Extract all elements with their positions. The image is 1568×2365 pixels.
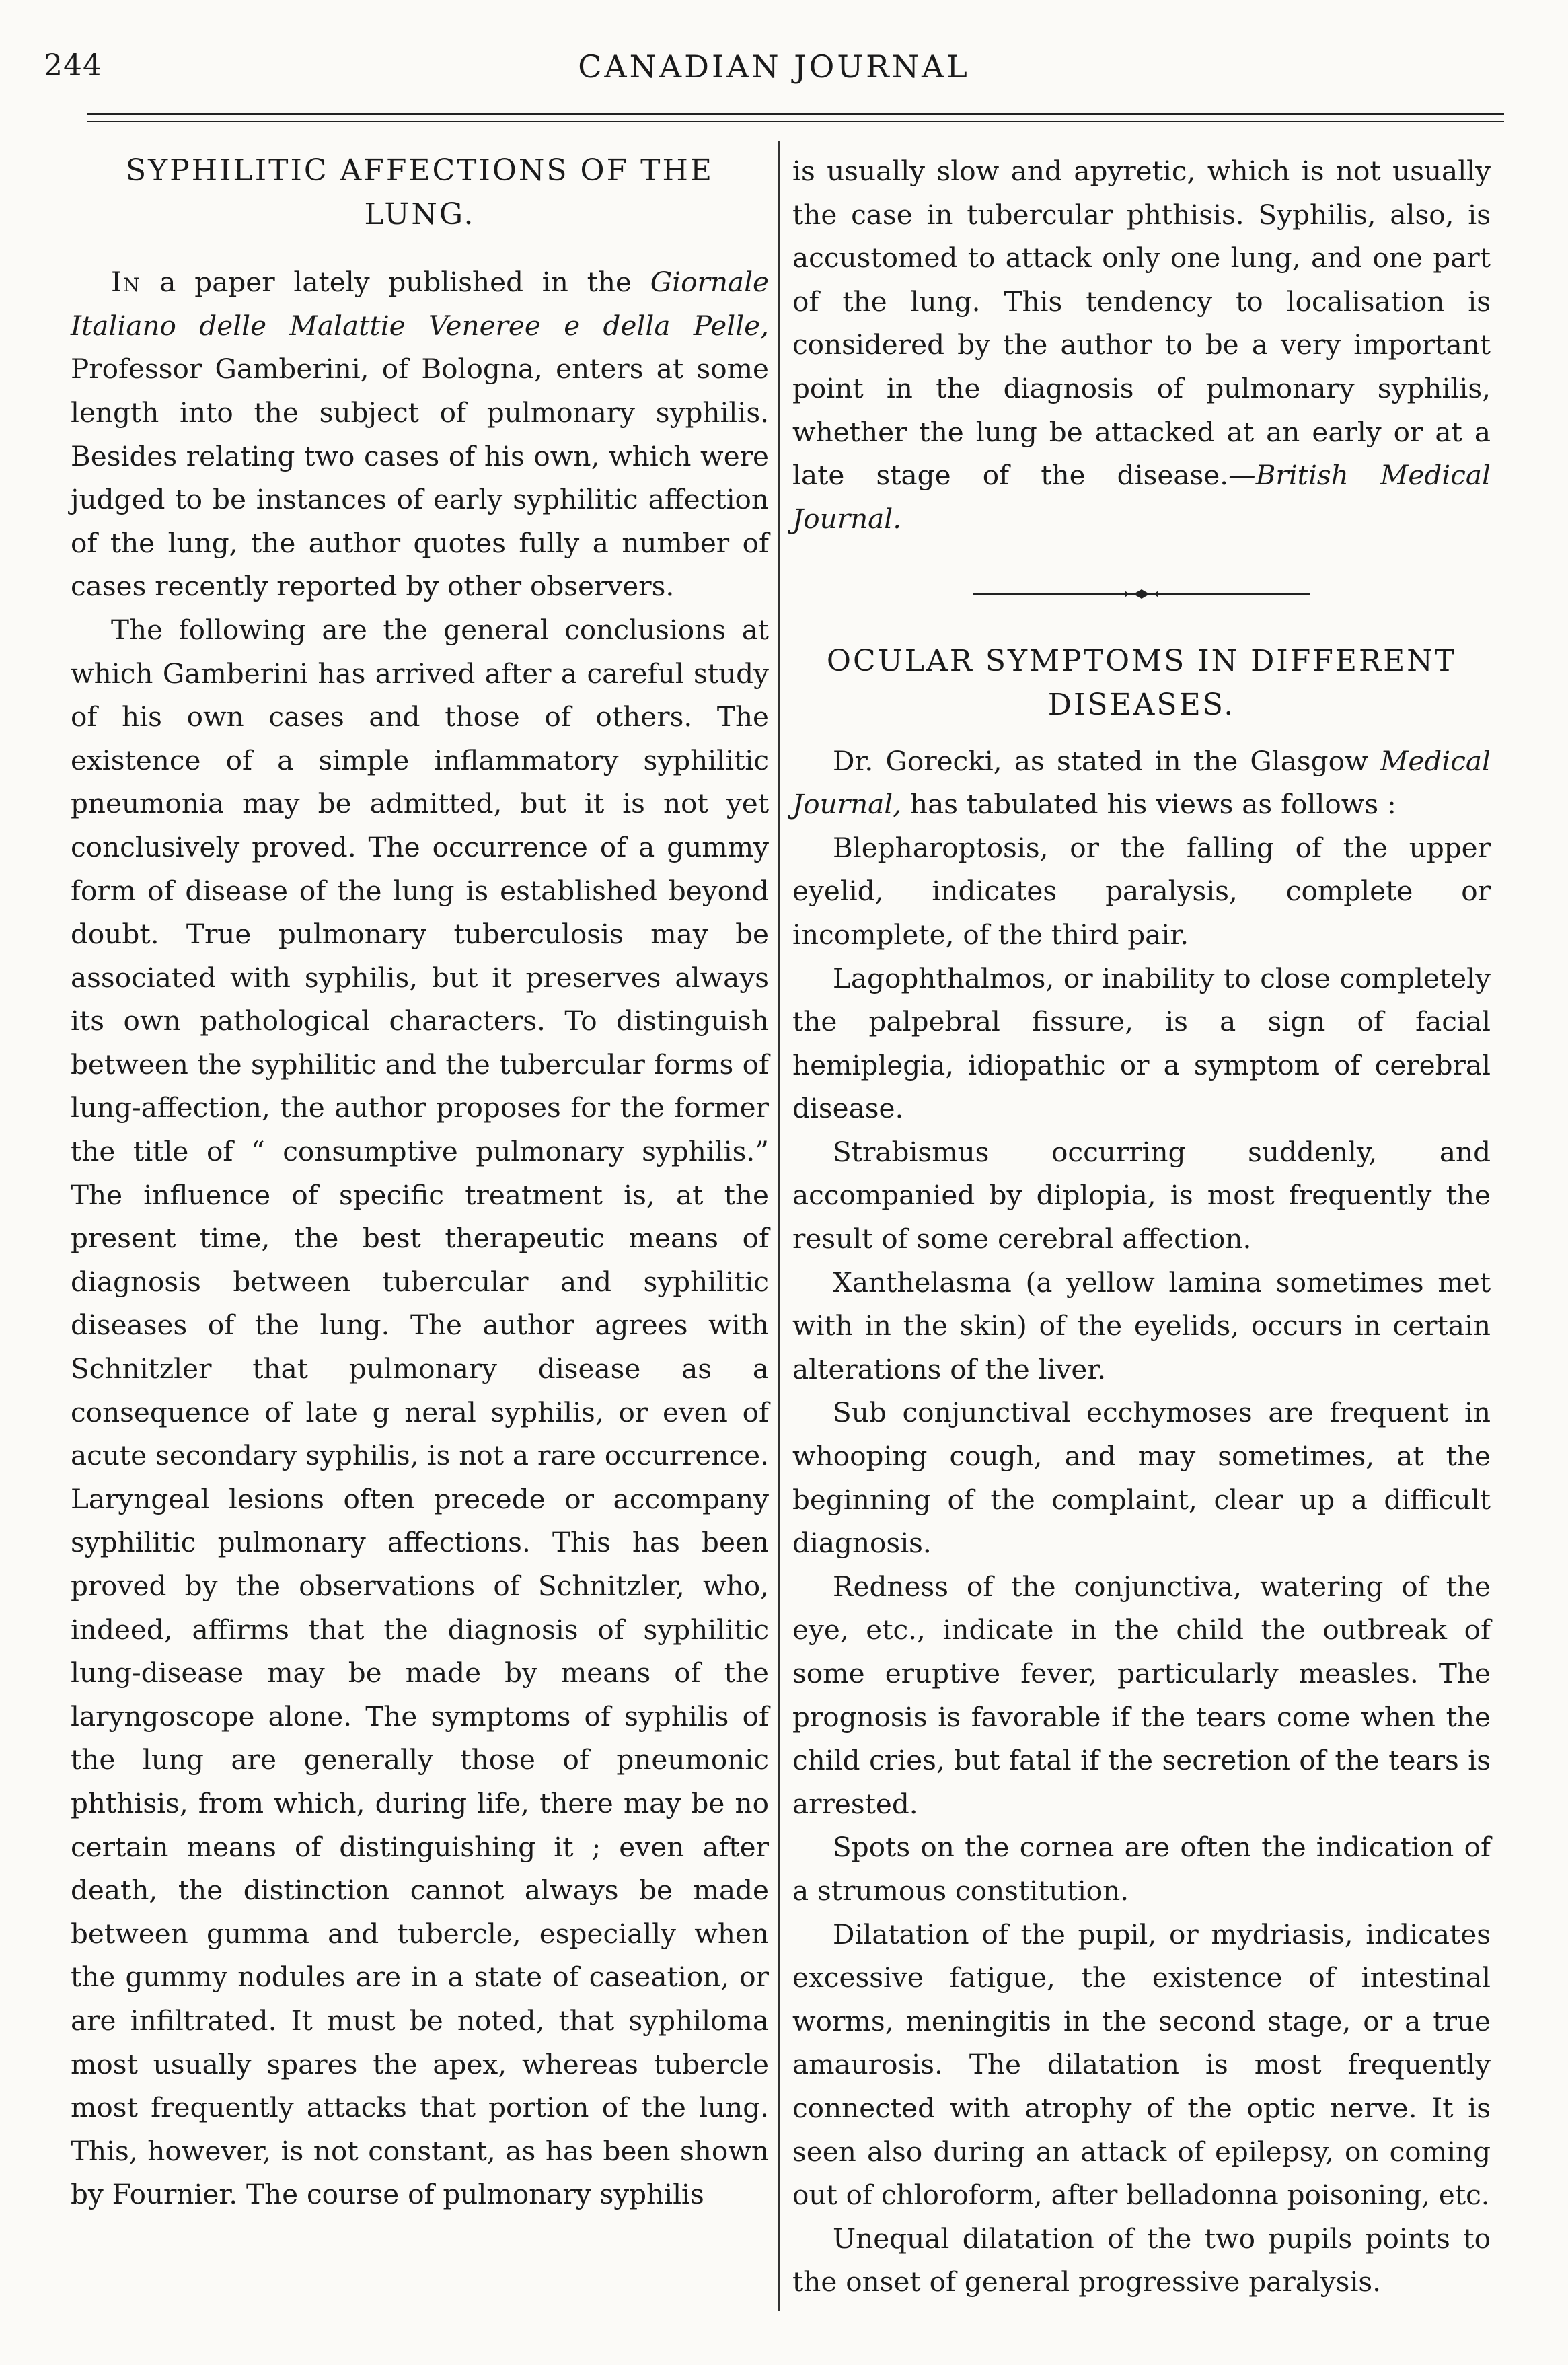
article2-paragraph: Sub conjunctival ecchymoses are frequent in whooping cough, and may sometimes, at the beginning of the complaint, clear up a difficult diagnosis. [792, 1396, 1491, 1560]
article2-paragraph: Unequal dilatation of the two pupils points to the onset of general progressive paralysis. [792, 2222, 1491, 2298]
p1-text-b: Professor Gamberini, of Bologna, enters at some length into the subject of pulmonary syphilis. Besides relating two cases of his own, which were judged to be instances of early syphilitic affection of the lung, the author quotes fully a number of cases recently reported by other observers. [71, 353, 769, 603]
intro-text-b: has tabulated his views as follows : [901, 788, 1396, 821]
intro-text-a: Dr. Gorecki, as stated in the Glasgow [833, 744, 1380, 777]
article2-paragraph: Xanthelasma (a yellow lamina sometimes met with in the skin) of the eyelids, occurs in certain alterations of the liver. [792, 1266, 1491, 1385]
article-title-syphilitic: SYPHILITIC AFFECTIONS OF THE LUNG. [125, 153, 714, 231]
p1-text-a: a paper lately published in the [141, 266, 650, 299]
article-title-ocular: OCULAR SYMPTOMS IN DIFFERENT DISEASES. [826, 644, 1457, 722]
dropcap: In [111, 266, 141, 299]
page-header [44, 48, 1504, 102]
journal-name-glasgow: Medical Journal, [792, 744, 1491, 821]
article2-paragraph: Lagophthalmos, or inability to close completely the palpebral fissure, is a sign of facial hemiplegia, idiopathic or a symptom of cerebral disease. [792, 961, 1491, 1125]
column-divider [778, 141, 780, 2311]
section-ornament [792, 560, 1491, 628]
right-column [792, 149, 1491, 2304]
article2-paragraph: Dilatation of the pupil, or mydriasis, indicates excessive fatigue, the existence of intestinal worms, meningitis in the second stage, or a true amaurosis. The dilatation is most frequently connected with atrophy of the optic nerve. It is seen also during an attack of epilepsy, on coming out of chloroform, after belladonna poisoning, etc. [792, 1918, 1491, 2212]
article1-continuation [792, 149, 1491, 540]
ornament-rule-icon [973, 587, 1310, 601]
left-column [71, 149, 769, 2216]
continuation-text: is usually slow and apyretic, which is not usually the case in tubercular phthisis. Syphilis, also, is accustomed to attack only one lung, and one part of the lung. This tendency to localisation is considered by the author to be a very important point in the diagnosis of pulmonary syphilis, whether the lung be attacked at an early or at a late stage of the disease. [792, 155, 1491, 492]
article2-paragraph: Strabismus occurring suddenly, and accompanied by diplopia, is most frequently the result of some cerebral affection. [792, 1135, 1491, 1256]
source-citation: —British Medical Journal. [792, 459, 1491, 535]
page-number: 244 [44, 48, 102, 83]
article1-paragraph-2: The following are the general conclusions at which Gamberini has arrived after a careful study of his own cases and those of others. The existence of a simple inflammatory syphilitic pneumonia may be admitted, but it is not yet conclusively proved. The occurrence of a gummy form of disease of the lung is established beyond doubt. True pulmonary tuberculosis may be associated with syphilis, but it preserves always its own pathological characters. To distinguish between the syphilitic and the tubercular forms of lung-affection, the author proposes for the former the title of “ consumptive pulmonary syphilis.” The influence of specific treatment is, at the present time, the best therapeutic means of diagnosis between tubercular and syphilitic diseases of the lung. The author agrees with Schnitzler that pulmonary disease as a consequence of late g neral syphilis, or even of acute secondary syphilis, is not a rare occurrence. Laryngeal lesions often precede or accompany syphilitic pulmonary affections. This has been proved by the observations of Schnitzler, who, indeed, affirms that the diagnosis of syphilitic lung-disease may be made by means of the laryngoscope alone. The symptoms of syphilis of the lung are generally those of pneumonic phthisis, from which, during life, there may be no certain means of distinguishing it ; even after death, the distinction cannot always be made between gumma and tubercle, especially when the gummy nodules are in a state of caseation, or are infiltrated. It must be noted, that syphiloma most usually spares the apex, whereas tubercle most frequently attacks that portion of the lung. This, however, is not constant, as has been shown by Fournier. The course of pulmonary syphilis [71, 613, 769, 2211]
article2-paragraph: Blepharoptosis, or the falling of the upper eyelid, indicates paralysis, complete or incomplete, of the third pair. [792, 831, 1491, 951]
article2-paragraph: Redness of the conjunctiva, watering of the eye, etc., indicate in the child the outbreak of some eruptive fever, particularly measles. The prognosis is favorable if the tears come when the child cries, but fatal if the secretion of the tears is arrested. [792, 1570, 1491, 1820]
running-head: CANADIAN JOURNAL [578, 48, 970, 85]
article2-paragraph: Spots on the cornea are often the indication of a strumous constitution. [792, 1831, 1491, 1907]
article1-paragraph-1 [71, 260, 769, 608]
header-double-rule [87, 113, 1504, 122]
article2-intro [792, 739, 1491, 826]
journal-name-giornale: Giornale Italiano delle Malattie Veneree e della Pelle, [71, 266, 769, 342]
